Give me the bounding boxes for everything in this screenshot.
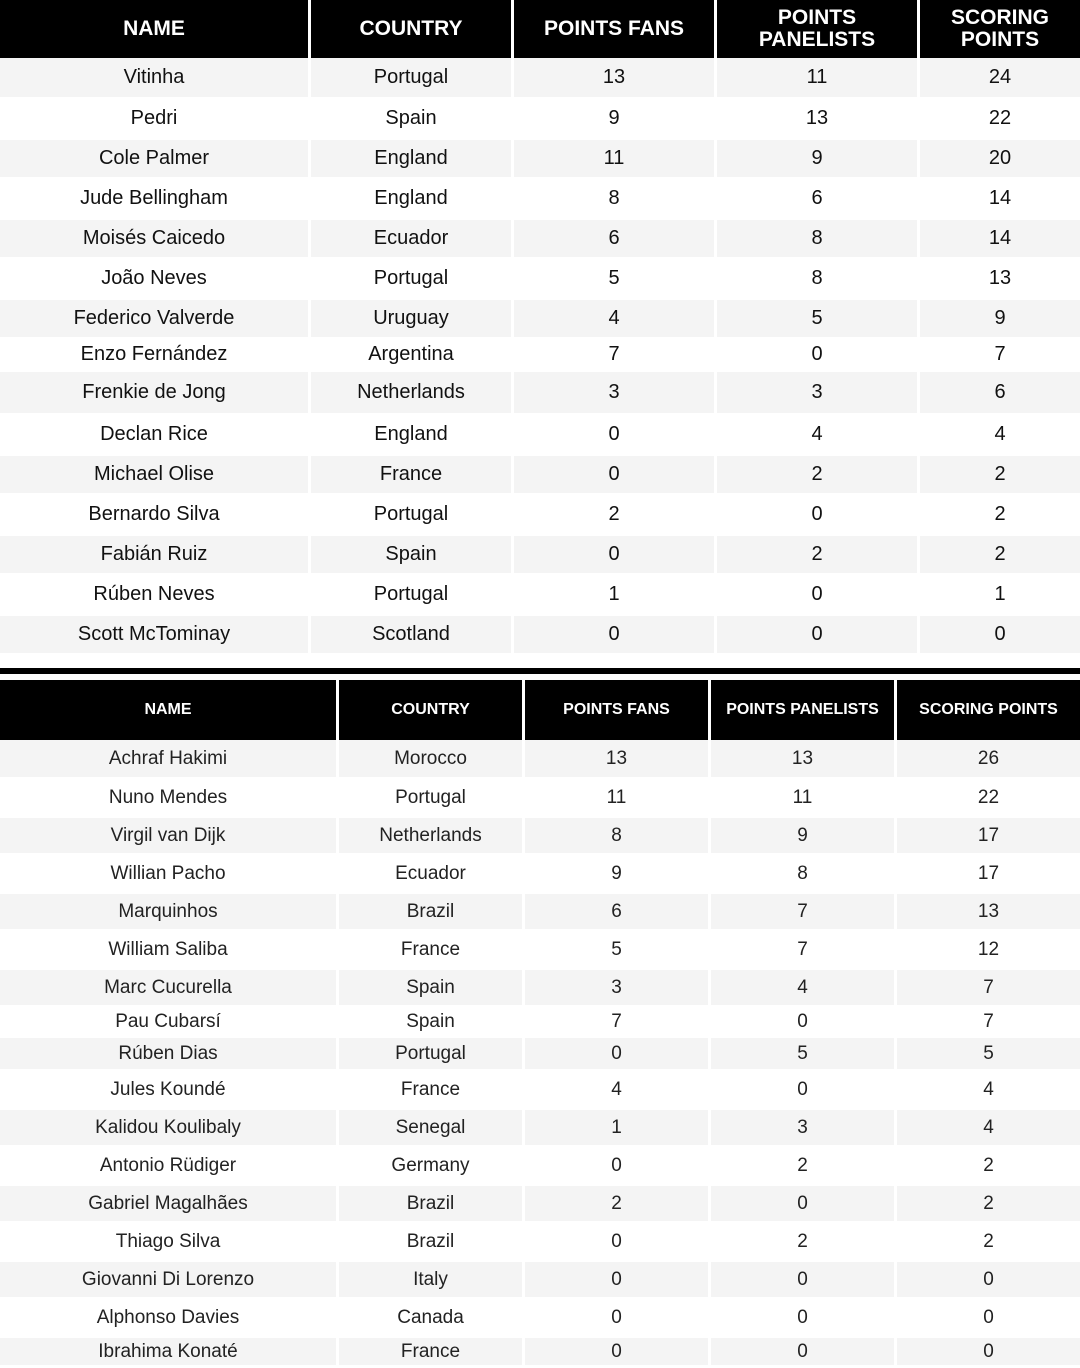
table-row <box>0 100 1080 140</box>
cell-country: Ecuador <box>336 856 522 891</box>
cell-points-fans: 4 <box>511 300 714 337</box>
cell-points-fans: 0 <box>511 616 714 653</box>
cell-points-fans: 5 <box>511 260 714 297</box>
cell-points-panelists: 0 <box>714 340 917 369</box>
cell-scoring-points: 2 <box>894 1186 1080 1221</box>
cell-name: Marquinhos <box>118 900 218 922</box>
cell-name: Rúben Neves <box>93 583 215 605</box>
cell-points-panelists: 9 <box>714 140 917 177</box>
cell-points-fans: 6 <box>522 894 708 929</box>
cell-country: Netherlands <box>336 818 522 853</box>
cell-points-fans: 1 <box>522 1110 708 1145</box>
header-scoring-points: SCORING POINTS <box>894 680 1080 740</box>
cell-points-fans: 0 <box>522 1038 708 1069</box>
cell-points-fans: 0 <box>511 416 714 453</box>
table-row <box>0 416 1080 456</box>
cell-country: Morocco <box>336 740 522 777</box>
cell-points-panelists: 13 <box>708 740 894 777</box>
cell-name: Rúben Dias <box>118 1042 218 1064</box>
table-row <box>0 300 1080 340</box>
table-row <box>0 1338 1080 1368</box>
cell-points-panelists: 0 <box>708 1338 894 1365</box>
cell-points-fans: 0 <box>522 1338 708 1365</box>
table-row <box>0 856 1080 894</box>
cell-country: Portugal <box>336 1038 522 1069</box>
table-row <box>0 1262 1080 1300</box>
cell-points-fans: 11 <box>511 140 714 177</box>
cell-points-panelists: 0 <box>714 576 917 613</box>
cell-country: Italy <box>336 1262 522 1297</box>
cell-points-panelists: 11 <box>708 780 894 815</box>
cell-country: England <box>308 180 511 217</box>
cell-points-panelists: 0 <box>708 1300 894 1335</box>
cell-name: Willian Pacho <box>110 862 226 884</box>
header-points-panelists: POINTS PANELISTS <box>708 680 894 740</box>
cell-country: Argentina <box>308 340 511 369</box>
header-scoring-points: SCORING POINTS <box>917 0 1080 58</box>
cell-points-panelists: 2 <box>714 456 917 493</box>
cell-scoring-points: 2 <box>894 1224 1080 1259</box>
cell-name: William Saliba <box>108 938 228 960</box>
cell-name: Bernardo Silva <box>88 503 220 525</box>
cell-scoring-points: 7 <box>894 1008 1080 1035</box>
cell-points-fans: 1 <box>511 576 714 613</box>
cell-country: Brazil <box>336 1224 522 1259</box>
midfielders-table <box>0 0 1080 668</box>
cell-country: Germany <box>336 1148 522 1183</box>
table-row <box>0 1038 1080 1072</box>
cell-points-fans: 13 <box>522 740 708 777</box>
cell-name: Cole Palmer <box>98 147 210 169</box>
cell-scoring-points: 5 <box>894 1038 1080 1069</box>
cell-name: Pedri <box>130 107 178 129</box>
cell-points-panelists: 3 <box>714 372 917 413</box>
cell-scoring-points: 17 <box>894 856 1080 891</box>
cell-scoring-points: 4 <box>894 1110 1080 1145</box>
cell-scoring-points: 2 <box>917 456 1080 493</box>
cell-points-panelists: 4 <box>708 970 894 1005</box>
cell-points-panelists: 0 <box>714 616 917 653</box>
table-row <box>0 1300 1080 1338</box>
cell-points-fans: 0 <box>522 1224 708 1259</box>
cell-name: Achraf Hakimi <box>108 747 228 769</box>
cell-scoring-points: 2 <box>917 496 1080 533</box>
cell-country: Uruguay <box>308 300 511 337</box>
cell-points-fans: 0 <box>522 1262 708 1297</box>
table-row <box>0 1148 1080 1186</box>
cell-points-fans: 0 <box>511 536 714 573</box>
cell-scoring-points: 6 <box>917 372 1080 413</box>
cell-country: Portugal <box>336 780 522 815</box>
table-body <box>0 740 1080 1368</box>
cell-scoring-points: 17 <box>894 818 1080 853</box>
table-row <box>0 340 1080 372</box>
cell-country: England <box>308 140 511 177</box>
cell-name: Ibrahima Konaté <box>98 1340 238 1362</box>
cell-points-fans: 13 <box>511 58 714 97</box>
cell-points-panelists: 8 <box>714 220 917 257</box>
cell-name: Enzo Fernández <box>80 343 228 365</box>
cell-country: France <box>336 1072 522 1107</box>
table-row <box>0 1186 1080 1224</box>
cell-scoring-points: 2 <box>894 1148 1080 1183</box>
cell-points-fans: 5 <box>522 932 708 967</box>
cell-scoring-points: 26 <box>894 740 1080 777</box>
cell-points-fans: 0 <box>522 1300 708 1335</box>
cell-scoring-points: 0 <box>894 1338 1080 1365</box>
cell-name: Fabián Ruiz <box>100 543 208 565</box>
table-row <box>0 220 1080 260</box>
table-body <box>0 58 1080 656</box>
cell-points-fans: 8 <box>522 818 708 853</box>
table-row <box>0 1110 1080 1148</box>
table-row <box>0 740 1080 780</box>
cell-name: Giovanni Di Lorenzo <box>81 1268 255 1290</box>
cell-country: Portugal <box>308 260 511 297</box>
cell-country: Spain <box>308 100 511 137</box>
cell-points-panelists: 2 <box>708 1224 894 1259</box>
cell-points-panelists: 11 <box>714 58 917 97</box>
table-row <box>0 58 1080 100</box>
cell-country: Netherlands <box>308 372 511 413</box>
cell-points-panelists: 7 <box>708 894 894 929</box>
cell-points-fans: 3 <box>511 372 714 413</box>
table-row <box>0 140 1080 180</box>
cell-points-panelists: 0 <box>708 1186 894 1221</box>
cell-points-panelists: 2 <box>714 536 917 573</box>
table-row <box>0 818 1080 856</box>
cell-scoring-points: 14 <box>917 220 1080 257</box>
cell-points-panelists: 9 <box>708 818 894 853</box>
cell-points-panelists: 6 <box>714 180 917 217</box>
cell-country: Senegal <box>336 1110 522 1145</box>
cell-points-fans: 0 <box>522 1148 708 1183</box>
cell-scoring-points: 7 <box>917 340 1080 369</box>
cell-name: Frenkie de Jong <box>82 381 226 403</box>
cell-scoring-points: 1 <box>917 576 1080 613</box>
cell-name: Alphonso Davies <box>96 1306 240 1328</box>
cell-scoring-points: 0 <box>894 1262 1080 1297</box>
cell-points-panelists: 5 <box>714 300 917 337</box>
cell-points-fans: 8 <box>511 180 714 217</box>
cell-country: France <box>336 1338 522 1365</box>
cell-scoring-points: 7 <box>894 970 1080 1005</box>
table-row <box>0 1008 1080 1038</box>
cell-country: Canada <box>336 1300 522 1335</box>
cell-name: Jude Bellingham <box>80 187 228 209</box>
cell-name: Antonio Rüdiger <box>99 1154 237 1176</box>
divider <box>0 668 1080 674</box>
cell-country: Brazil <box>336 894 522 929</box>
cell-points-panelists: 5 <box>708 1038 894 1069</box>
cell-scoring-points: 20 <box>917 140 1080 177</box>
cell-scoring-points: 13 <box>894 894 1080 929</box>
cell-name: Thiago Silva <box>115 1230 221 1252</box>
cell-country: Spain <box>336 970 522 1005</box>
header-points-fans: POINTS FANS <box>511 0 714 58</box>
table-header <box>0 0 1080 58</box>
cell-scoring-points: 13 <box>917 260 1080 297</box>
header-name: NAME <box>123 16 185 40</box>
cell-name: Virgil van Dijk <box>110 824 226 846</box>
cell-points-fans: 11 <box>522 780 708 815</box>
defenders-table <box>0 668 1080 1362</box>
cell-points-panelists: 13 <box>714 100 917 137</box>
cell-scoring-points: 0 <box>917 616 1080 653</box>
cell-points-panelists: 0 <box>708 1008 894 1035</box>
cell-name: Federico Valverde <box>73 307 235 329</box>
cell-name: João Neves <box>101 267 207 289</box>
cell-scoring-points: 14 <box>917 180 1080 217</box>
cell-name: Pau Cubarsí <box>115 1010 221 1032</box>
cell-country: Ecuador <box>308 220 511 257</box>
cell-country: Spain <box>308 536 511 573</box>
cell-points-fans: 3 <box>522 970 708 1005</box>
table-row <box>0 894 1080 932</box>
cell-points-fans: 9 <box>522 856 708 891</box>
cell-name: Gabriel Magalhães <box>88 1192 248 1214</box>
cell-scoring-points: 12 <box>894 932 1080 967</box>
cell-points-fans: 7 <box>522 1008 708 1035</box>
cell-points-panelists: 0 <box>708 1072 894 1107</box>
header-country: COUNTRY <box>308 0 511 58</box>
table-row <box>0 180 1080 220</box>
cell-points-fans: 6 <box>511 220 714 257</box>
table-row <box>0 536 1080 576</box>
cell-points-panelists: 0 <box>708 1262 894 1297</box>
cell-name: Marc Cucurella <box>104 976 232 998</box>
cell-scoring-points: 24 <box>917 58 1080 97</box>
table-row <box>0 970 1080 1008</box>
cell-points-fans: 7 <box>511 340 714 369</box>
cell-scoring-points: 4 <box>917 416 1080 453</box>
cell-points-fans: 0 <box>511 456 714 493</box>
cell-points-panelists: 3 <box>708 1110 894 1145</box>
cell-name: Moisés Caicedo <box>82 227 226 249</box>
cell-name: Michael Olise <box>93 463 215 485</box>
header-country: COUNTRY <box>336 680 522 740</box>
cell-name: Nuno Mendes <box>108 786 228 808</box>
cell-points-fans: 2 <box>511 496 714 533</box>
cell-points-panelists: 4 <box>714 416 917 453</box>
cell-country: England <box>308 416 511 453</box>
table-row <box>0 932 1080 970</box>
cell-points-fans: 4 <box>522 1072 708 1107</box>
cell-scoring-points: 9 <box>917 300 1080 337</box>
cell-points-panelists: 0 <box>714 496 917 533</box>
cell-scoring-points: 0 <box>894 1300 1080 1335</box>
cell-name: Scott McTominay <box>77 623 231 645</box>
cell-name: Jules Koundé <box>110 1078 226 1100</box>
cell-scoring-points: 22 <box>894 780 1080 815</box>
cell-name: Vitinha <box>123 66 185 88</box>
table-row <box>0 496 1080 536</box>
cell-name: Kalidou Koulibaly <box>95 1116 241 1138</box>
cell-scoring-points: 2 <box>917 536 1080 573</box>
table-row <box>0 1224 1080 1262</box>
cell-points-panelists: 2 <box>708 1148 894 1183</box>
table-row <box>0 372 1080 416</box>
table-row <box>0 456 1080 496</box>
cell-points-fans: 2 <box>522 1186 708 1221</box>
header-name: NAME <box>144 700 192 718</box>
cell-country: Spain <box>336 1008 522 1035</box>
cell-country: France <box>336 932 522 967</box>
table-row <box>0 260 1080 300</box>
table-row <box>0 576 1080 616</box>
cell-country: Portugal <box>308 496 511 533</box>
table-row <box>0 1072 1080 1110</box>
table-row <box>0 780 1080 818</box>
table-header <box>0 680 1080 740</box>
cell-scoring-points: 4 <box>894 1072 1080 1107</box>
cell-country: Portugal <box>308 576 511 613</box>
cell-country: Portugal <box>308 58 511 97</box>
cell-points-panelists: 8 <box>708 856 894 891</box>
header-points-fans: POINTS FANS <box>522 680 708 740</box>
cell-points-fans: 9 <box>511 100 714 137</box>
header-points-panelists: POINTS PANELISTS <box>714 0 917 58</box>
cell-points-panelists: 7 <box>708 932 894 967</box>
cell-scoring-points: 22 <box>917 100 1080 137</box>
cell-country: Scotland <box>308 616 511 653</box>
cell-country: Brazil <box>336 1186 522 1221</box>
table-row <box>0 616 1080 656</box>
cell-name: Declan Rice <box>100 423 208 445</box>
cell-country: France <box>308 456 511 493</box>
cell-points-panelists: 8 <box>714 260 917 297</box>
